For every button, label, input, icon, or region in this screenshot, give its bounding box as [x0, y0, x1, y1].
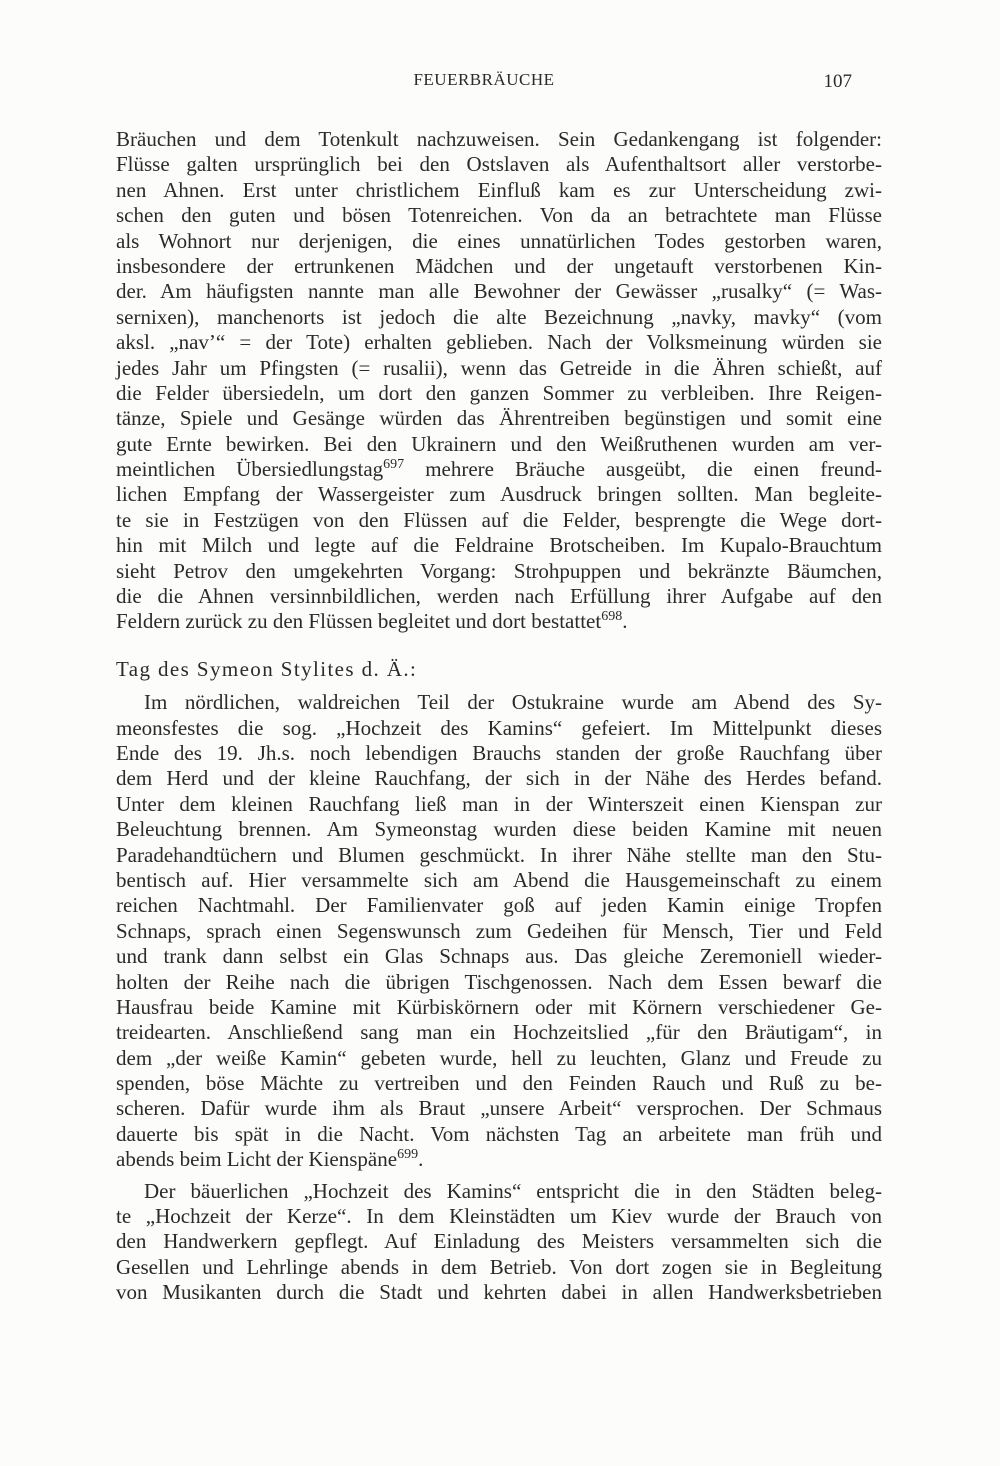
text-line-with-footnote	[116, 609, 882, 634]
text-line: die die Ahnen versinnbildlichen, werden nach Erfüllung ihrer Aufgabe auf den	[116, 584, 882, 609]
text-line: als Wohnort nur derjenigen, die eines unnatürlichen Todes gestorben waren,	[116, 228, 882, 253]
page-header	[116, 70, 852, 100]
paragraph-2	[116, 690, 882, 1172]
text-line: te „Hochzeit der Kerze“. In dem Kleinstädten um Kiev wurde der Brauch von	[116, 1204, 882, 1229]
section-heading: Tag des Symeon Stylites d. Ä.:	[116, 656, 418, 681]
text-line: dem Herd und der kleine Rauchfang, der sich in der Nähe des Herdes befand.	[116, 766, 882, 791]
text-line: gute Ernte bewirken. Bei den Ukrainern und den Weißruthenen wurden am ver-	[116, 431, 882, 456]
text-line: dauerte bis spät in die Nacht. Vom nächsten Tag an arbeitete man früh und	[116, 1121, 882, 1146]
text-line: bentisch auf. Hier versammelte sich am Abend die Hausgemeinschaft zu einem	[116, 867, 882, 892]
footnote-marker: 699	[397, 1147, 419, 1163]
text-line: aksl. „nav’“ = der Tote) erhalten geblieben. Nach der Volksmeinung würden sie	[116, 330, 882, 355]
text-line-with-footnote	[116, 1147, 882, 1172]
text-line: insbesondere der ertrunkenen Mädchen und der ungetauft verstorbenen Kin-	[116, 253, 882, 278]
paragraph-1	[116, 127, 882, 635]
text-line: Im nördlichen, waldreichen Teil der Ostukraine wurde am Abend des Sy-	[144, 690, 882, 715]
text-line: sieht Petrov den umgekehrten Vorgang: Strohpuppen und bekränzte Bäumchen,	[116, 558, 882, 583]
text-line: Der bäuerlichen „Hochzeit des Kamins“ entspricht die in den Städten beleg-	[144, 1178, 882, 1203]
text-line: lichen Empfang der Wassergeister zum Ausdruck bringen sollten. Man begleite-	[116, 482, 882, 507]
text-segment: mehrere Bräuche ausgeübt, die einen freund-	[404, 457, 882, 482]
footnote-marker: 698	[601, 609, 623, 625]
text-line: Gesellen und Lehrlinge abends in dem Betrieb. Von dort zogen sie in Begleitung	[116, 1254, 882, 1279]
text-line: spenden, böse Mächte zu vertreiben und den Feinden Rauch und Ruß zu be-	[116, 1071, 882, 1096]
text-line: Unter dem kleinen Rauchfang ließ man in der Winterszeit einen Kienspan zur	[116, 791, 882, 816]
text-line: te sie in Festzügen von den Flüssen auf die Felder, besprengte die Wege dort-	[116, 507, 882, 532]
text-line: meonsfestes die sog. „Hochzeit des Kamins“ gefeiert. Im Mittelpunkt dieses	[116, 715, 882, 740]
text-line: tänze, Spiele und Gesänge würden das Ährentreiben begünstigen und somit eine	[116, 406, 882, 431]
text-line: scheren. Dafür wurde ihm als Braut „unsere Arbeit“ versprochen. Der Schmaus	[116, 1096, 882, 1121]
text-line: hin mit Milch und legte auf die Feldraine Brotscheiben. Im Kupalo-Brauchtum	[116, 533, 882, 558]
text-line: nen Ahnen. Erst unter christlichem Einfluß kam es zur Unterscheidung zwi-	[116, 177, 882, 202]
text-segment: .	[418, 1147, 424, 1172]
text-line: Bräuchen und dem Totenkult nachzuweisen. Sein Gedankengang ist folgender:	[116, 127, 882, 151]
text-line: die Felder übersiedeln, um dort den ganzen Sommer zu verbleiben. Ihre Reigen-	[116, 380, 882, 405]
text-line: der. Am häufigsten nannte man alle Bewohner der Gewässer „rusalky“ (= Was-	[116, 279, 882, 304]
text-line: Flüsse galten ursprünglich bei den Ostslaven als Aufenthaltsort aller verstorbe-	[116, 152, 882, 177]
text-line: schen den guten und bösen Totenreichen. Von da an betrachtete man Flüsse	[116, 203, 882, 228]
running-title: FEUERBRÄUCHE	[413, 70, 555, 89]
text-line: dem „der weiße Kamin“ gebeten wurde, hell zu leuchten, Glanz und Freude zu	[116, 1045, 882, 1070]
text-line: sernixen), manchenorts ist jedoch die alte Bezeichnung „navky, mavky“ (vom	[116, 304, 882, 329]
text-line: Beleuchtung brennen. Am Symeonstag wurden diese beiden Kamine mit neuen	[116, 817, 882, 842]
footnote-marker: 697	[383, 457, 405, 473]
text-line: treidearten. Anschließend sang man ein Hochzeitslied „für den Bräutigam“, in	[116, 1020, 882, 1045]
text-line: Paradehandtüchern und Blumen geschmückt. In ihrer Nähe stellte man den Stu-	[116, 842, 882, 867]
text-segment: abends beim Licht der Kienspäne	[116, 1147, 398, 1172]
text-segment: Feldern zurück zu den Flüssen begleitet und dort bestattet	[116, 609, 602, 634]
page-number: 107	[823, 71, 852, 92]
paragraph-3	[116, 1179, 882, 1306]
text-line: Hausfrau beide Kamine mit Kürbiskörnern oder mit Körnern verschiedener Ge-	[116, 994, 882, 1019]
text-line: holten der Reihe nach die übrigen Tischgenossen. Nach dem Essen bewarf die	[116, 969, 882, 994]
text-segment: meintlichen Übersiedlungstag	[116, 457, 384, 482]
page-body	[116, 127, 882, 1306]
text-line-with-footnote	[116, 457, 882, 482]
text-segment: .	[622, 609, 628, 634]
text-line: Schnaps, sprach einen Segenswunsch zum Gedeihen für Mensch, Tier und Feld	[116, 918, 882, 943]
text-line: den Handwerkern gepflegt. Auf Einladung des Meisters versammelten sich die	[116, 1229, 882, 1254]
text-line: jedes Jahr um Pfingsten (= rusalii), wenn das Getreide in die Ähren schießt, auf	[116, 355, 882, 380]
text-line: Ende des 19. Jh.s. noch lebendigen Brauchs standen der große Rauchfang über	[116, 740, 882, 765]
text-line: von Musikanten durch die Stadt und kehrten dabei in allen Handwerksbetrieben	[116, 1280, 882, 1305]
text-line: reichen Nachtmahl. Der Familienvater goß auf jeden Kamin einige Tropfen	[116, 893, 882, 918]
text-line: und trank dann selbst ein Glas Schnaps aus. Das gleiche Zeremoniell wieder-	[116, 944, 882, 969]
